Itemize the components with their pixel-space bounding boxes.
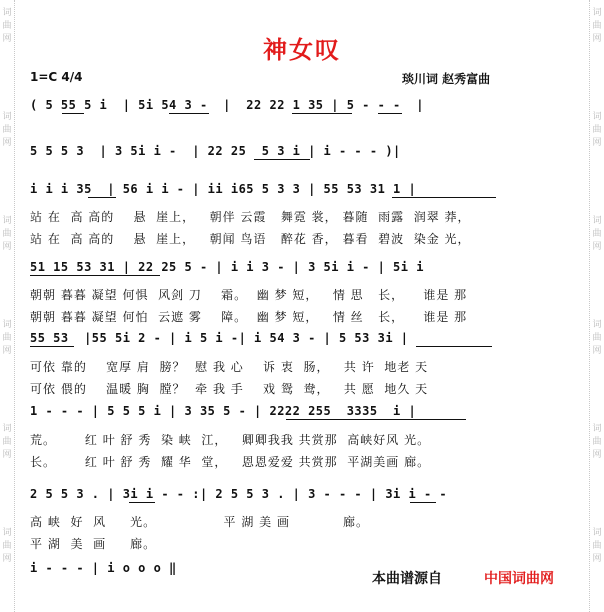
beam-line	[30, 275, 160, 276]
beam-line	[254, 159, 310, 160]
lyric-line-1: 站 在 高 高的 悬 崖上， 朝伴 云霞 舞霓 裳， 暮随 雨露 润翠 莽，	[30, 210, 471, 224]
beam-line	[416, 346, 492, 347]
right-watermark-strip	[589, 0, 604, 612]
source-label: 本曲谱源自	[372, 571, 442, 587]
beam-line	[292, 113, 352, 114]
lyric-line-7: 荒。 红 叶 舒 秀 染 峡 江， 卿卿我我 共赏那 高峡好风 光。	[30, 433, 431, 447]
watermark-char: 曲	[2, 125, 12, 135]
lyric-line-10: 平 湖 美 画 廊。	[30, 537, 157, 551]
key-signature: 1=C 4/4	[30, 70, 83, 84]
watermark-char: 词	[592, 8, 602, 18]
watermark-char: 词	[2, 320, 12, 330]
watermark-char: 网	[592, 450, 602, 460]
watermark-char: 曲	[592, 229, 602, 239]
lyric-line-4: 朝朝 暮暮 凝望 何怕 云遮 雾 障。 幽 梦 短， 情 丝 长， 谁是 那	[30, 310, 468, 324]
watermark-char: 曲	[2, 333, 12, 343]
watermark-char: 词	[2, 8, 12, 18]
site-name: 中国词曲网	[484, 571, 554, 587]
watermark-char: 词	[592, 216, 602, 226]
watermark-char: 网	[592, 554, 602, 564]
notation-row-7: 2 5 5 3 . | 3i i - - :| 2 5 5 3 . | 3 - - - | 3i i - -	[30, 487, 448, 501]
notation-row-5: 55 53 |55 5i 2 - | i 5 i -| i 54 3 - | 5 53 3i |	[30, 331, 409, 345]
watermark-char: 网	[2, 34, 12, 44]
notation-row-4: 51 15 53 31 | 22 25 5 - | i i 3 - | 3 5i i - | 5i i	[30, 260, 424, 274]
watermark-char: 词	[2, 216, 12, 226]
watermark-char: 曲	[592, 437, 602, 447]
watermark-char: 曲	[592, 333, 602, 343]
watermark-char: 网	[2, 138, 12, 148]
notation-row-2: 5 5 5 3 | 3 5i i - | 22 25 5 3 i | i - - - )|	[30, 144, 401, 158]
watermark-char: 网	[2, 346, 12, 356]
beam-line	[378, 113, 402, 114]
watermark-char: 词	[2, 528, 12, 538]
beam-line	[30, 346, 74, 347]
watermark-char: 曲	[2, 229, 12, 239]
watermark-char: 曲	[592, 125, 602, 135]
watermark-char: 词	[2, 424, 12, 434]
notation-row-6: 1 - - - | 5 5 5 i | 3 35 5 - | 2222 255 3335 i |	[30, 404, 417, 418]
watermark-char: 网	[2, 242, 12, 252]
watermark-char: 网	[592, 346, 602, 356]
watermark-char: 词	[592, 320, 602, 330]
song-title: 神女叹	[263, 35, 341, 64]
left-watermark-strip	[0, 0, 15, 612]
lyric-line-3: 朝朝 暮暮 凝望 何惧 风剑 刀 霜。 幽 梦 短， 情 思 长， 谁是 那	[30, 288, 468, 302]
watermark-char: 曲	[2, 21, 12, 31]
beam-line	[410, 502, 436, 503]
lyric-line-6: 可依 偎的 温暖 胸 膛？ 牵 我 手 戏 鸳 鸯， 共 愿 地久 天	[30, 382, 429, 396]
beam-line	[129, 502, 155, 503]
watermark-char: 词	[592, 112, 602, 122]
song-credits: 琰川词 赵秀富曲	[402, 72, 491, 86]
beam-line	[392, 197, 496, 198]
watermark-char: 网	[592, 242, 602, 252]
watermark-char: 词	[592, 528, 602, 538]
watermark-char: 曲	[2, 437, 12, 447]
watermark-char: 网	[592, 34, 602, 44]
watermark-char: 网	[2, 554, 12, 564]
lyric-line-9: 高 峡 好 风 光。 平 湖 美 画 廊。	[30, 515, 369, 529]
beam-line	[88, 197, 116, 198]
watermark-char: 曲	[592, 21, 602, 31]
beam-line	[62, 113, 84, 114]
watermark-char: 网	[592, 138, 602, 148]
beam-line	[169, 113, 209, 114]
lyric-line-2: 站 在 高 高的 悬 崖上， 朝闻 鸟语 醉花 香， 暮看 碧波 染金 光，	[30, 232, 471, 246]
notation-row-3: i i i 35 | 56 i i - | ii i65 5 3 3 | 55 53 31 1 |	[30, 182, 417, 196]
lyric-line-8: 长。 红 叶 舒 秀 耀 华 堂， 恩恩爱爱 共赏那 平湖美画 廊。	[30, 455, 431, 469]
notation-row-1: ( 5 55 5 i | 5i 54 3 - | 22 22 1 35 | 5 - - - |	[30, 98, 424, 112]
watermark-char: 网	[2, 450, 12, 460]
watermark-char: 曲	[2, 541, 12, 551]
lyric-line-5: 可依 靠的 宽厚 肩 膀？ 慰 我 心 诉 衷 肠， 共 许 地老 天	[30, 360, 429, 374]
beam-line	[286, 419, 466, 420]
watermark-char: 词	[592, 424, 602, 434]
notation-row-8: i - - - | i o o o ‖	[30, 561, 177, 575]
watermark-char: 词	[2, 112, 12, 122]
watermark-char: 曲	[592, 541, 602, 551]
